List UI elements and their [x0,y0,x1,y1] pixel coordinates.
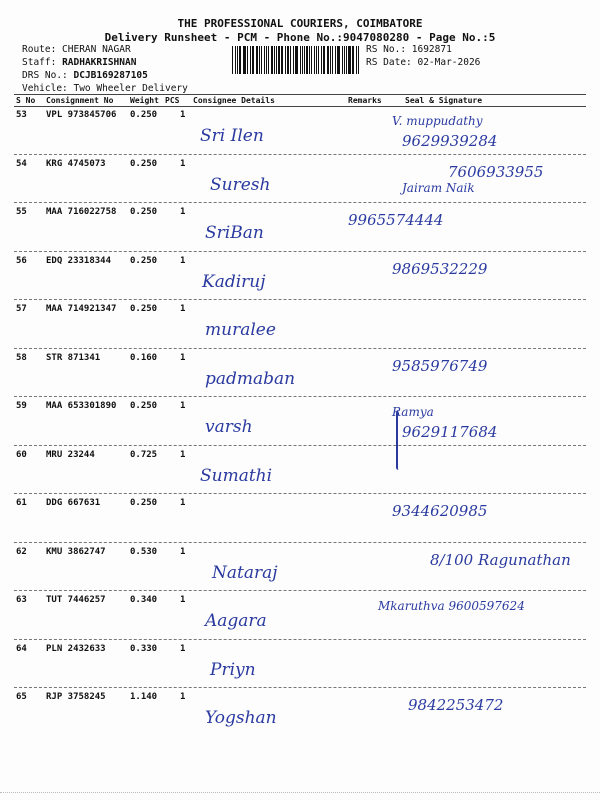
col-pcs: PCS [165,96,180,105]
barcode-bar [244,46,245,74]
signature-handwriting: V. muppudathy [392,114,483,128]
weight-cell: 1.140 [130,692,158,702]
barcode-bar [318,46,319,74]
barcode-bar [352,46,353,74]
drs-line [22,70,148,81]
drs-value: DCJB169287105 [73,70,148,81]
consignee-handwriting: Kadiruj [202,271,266,292]
row-separator [14,493,586,494]
consignment-cell: EDQ 23318344 [46,255,112,266]
barcode-bar [338,46,339,74]
header-rule-bottom [14,106,586,107]
consignee-handwriting: Priyn [210,659,256,680]
consignee-handwriting: varsh [205,417,253,437]
weight-cell: 0.530 [130,546,158,557]
barcode-bar [358,46,359,74]
barcode-bar [309,46,310,74]
signature-handwriting: Ramya [392,405,434,419]
drs-label: DRS No.: [22,70,68,81]
consignment-cell: KMU 3862747 [46,546,106,557]
col-sno: S No [16,96,36,105]
table-row [14,108,586,148]
barcode-bar [321,46,322,74]
footer-divider [0,792,600,799]
consignment-cell: VPL 973845706 [46,110,117,120]
route-text: Route: CHERAN NAGAR [22,44,131,55]
barcode-bar [302,46,303,74]
barcode-bar [243,46,244,74]
weight-cell: 0.330 [130,643,158,654]
barcode-bar [337,46,338,74]
signature-handwriting: Mkaruthva 9600597624 [378,599,525,613]
table-row [14,448,586,488]
consignee-handwriting: muralee [205,320,276,340]
row-separator [14,348,586,349]
pcs-cell: 1 [180,255,186,266]
barcode-bar [296,46,297,74]
sno-cell: 65 [16,692,27,702]
consignment-cell: MAA 716022758 [46,207,117,217]
consignee-handwriting: Yogshan [205,708,277,728]
table-row [14,496,586,536]
barcode-bar [250,46,251,74]
barcode-bar [256,46,258,74]
row-separator [14,445,586,446]
barcode-bar [237,46,238,74]
col-weight: Weight [130,96,159,105]
signature-handwriting: 9629939284 [402,132,498,150]
row-separator [14,396,586,397]
barcode-bar [285,46,286,74]
barcode-bar [261,46,262,74]
weight-cell: 0.250 [130,498,158,508]
staff-value: RADHAKRISHNAN [62,57,137,68]
signature-handwriting: 9842253472 [408,696,504,714]
runsheet-subtitle: Delivery Runsheet - PCM - Phone No.:9047080280 - Page No.:5 [104,31,496,44]
barcode-bar [314,46,315,74]
signature-handwriting: 9869532229 [392,259,488,278]
barcode-bar [232,46,233,74]
barcode-bar [332,46,333,74]
sno-cell: 61 [16,498,27,508]
barcode-bar [353,46,354,74]
barcode-bar [342,46,343,74]
barcode-bar [306,46,308,74]
consignee-handwriting: Suresh [210,174,271,195]
consignment-cell: MAA 653301890 [46,401,117,411]
signature-handwriting: 9629117684 [402,423,498,441]
table-row [14,254,586,294]
consignment-cell: RJP 3758245 [46,692,106,702]
pcs-cell: 1 [180,546,186,557]
barcode-bar [268,46,269,74]
weight-cell: 0.250 [130,207,158,217]
signature-handwriting: 8/100 Ragunathan [430,550,571,569]
pcs-cell: 1 [180,595,186,605]
barcode-bar [324,46,325,74]
barcode-bar [253,46,254,74]
pcs-cell: 1 [180,158,186,169]
signature-stroke [396,410,401,470]
pcs-cell: 1 [180,207,186,217]
pcs-cell: 1 [180,304,186,314]
table-row [14,351,586,391]
barcode-bar [271,46,273,74]
pcs-cell: 1 [180,692,186,702]
barcode-bar [252,46,253,74]
row-separator [14,542,586,543]
row-separator [14,639,586,640]
barcode-bar [276,46,277,74]
col-remarks: Remarks [348,96,382,105]
sno-cell: 54 [16,158,27,169]
barcode-bar [266,46,267,74]
weight-cell: 0.160 [130,352,158,363]
pcs-cell: 1 [180,498,186,508]
table-row [14,205,586,245]
consignment-cell: PLN 2432633 [46,643,106,654]
consignment-cell: KRG 4745073 [46,158,106,169]
barcode-bar [335,46,336,74]
barcode-bar [348,46,350,74]
vehicle-text: Vehicle: Two Wheeler Delivery [22,83,188,94]
signature-handwriting: Jairam Naik [402,180,475,195]
table-row [14,399,586,439]
sno-cell: 60 [16,449,27,460]
table-row [14,642,586,682]
col-signature: Seal & Signature [405,96,483,105]
barcode-bar [330,46,331,74]
weight-cell: 0.250 [130,255,158,266]
row-separator [14,154,586,155]
sno-cell: 59 [16,401,27,411]
consignment-cell: MRU 23244 [46,449,95,460]
barcode-bar [346,46,347,74]
pcs-cell: 1 [180,449,186,460]
table-row [14,302,586,342]
row-separator [14,590,586,591]
signature-handwriting: 9344620985 [392,502,488,520]
barcode-bar [316,46,317,74]
barcode-bar [293,46,294,74]
col-consignment: Consignment No [46,96,114,105]
staff-label: Staff: [22,57,57,68]
row-separator [14,687,586,688]
barcode-bar [344,46,345,74]
barcode-bar [304,46,305,74]
signature-handwriting: 7606933955 [448,162,544,181]
rs-date: RS Date: 02-Mar-2026 [366,57,481,68]
barcode-bar [281,46,282,74]
consignment-cell: STR 871341 [46,352,101,363]
sno-cell: 58 [16,352,27,363]
weight-cell: 0.340 [130,595,158,605]
pcs-cell: 1 [180,352,186,363]
consignment-cell: TUT 7446257 [46,595,106,605]
pcs-cell: 1 [180,643,186,654]
consignee-handwriting: Sumathi [200,465,273,486]
barcode-bar [311,46,312,74]
barcode-bar [323,46,324,74]
barcode-bar [290,46,291,74]
barcode [232,46,360,74]
sno-cell: 53 [16,110,27,120]
barcode-bar [264,46,265,74]
barcode-bar [295,46,296,74]
weight-cell: 0.250 [130,401,158,411]
barcode-bar [278,46,279,74]
weight-cell: 0.250 [130,110,158,120]
sno-cell: 57 [16,304,27,314]
pcs-cell: 1 [180,110,186,120]
consignment-cell: MAA 714921347 [46,304,117,314]
consignee-handwriting: SriBan [205,223,264,243]
barcode-bar [259,46,260,74]
pcs-cell: 1 [180,401,186,411]
consignee-handwriting: Sri Ilen [200,126,264,146]
consignee-handwriting: Aagara [205,611,267,631]
barcode-bar [300,46,301,74]
rs-number: RS No.: 1692871 [366,44,452,55]
signature-handwriting: 9965574444 [348,211,444,229]
sno-cell: 56 [16,255,27,266]
weight-cell: 0.250 [130,304,158,314]
consignee-handwriting: padmaban [205,368,296,389]
consignment-cell: DDG 667631 [46,498,101,508]
runsheet-title: THE PROFESSIONAL COURIERS, COIMBATORE [177,17,423,30]
sno-cell: 55 [16,207,27,217]
sno-cell: 62 [16,546,27,557]
weight-cell: 0.250 [130,158,158,169]
barcode-bar [356,46,357,74]
sno-cell: 63 [16,595,27,605]
barcode-bar [327,46,329,74]
signature-handwriting: 9585976749 [392,356,488,375]
row-separator [14,202,586,203]
header-rule-top [14,94,586,95]
barcode-bar [287,46,289,74]
staff-line [22,57,136,68]
row-separator [14,251,586,252]
barcode-bar [282,46,283,74]
consignee-handwriting: Nataraj [212,562,278,583]
sno-cell: 64 [16,643,27,654]
barcode-bar [239,46,241,74]
barcode-bar [247,46,248,74]
weight-cell: 0.725 [130,449,158,460]
barcode-bar [235,46,236,74]
col-consignee: Consignee Details [193,96,275,105]
barcode-bar [274,46,275,74]
row-separator [14,299,586,300]
